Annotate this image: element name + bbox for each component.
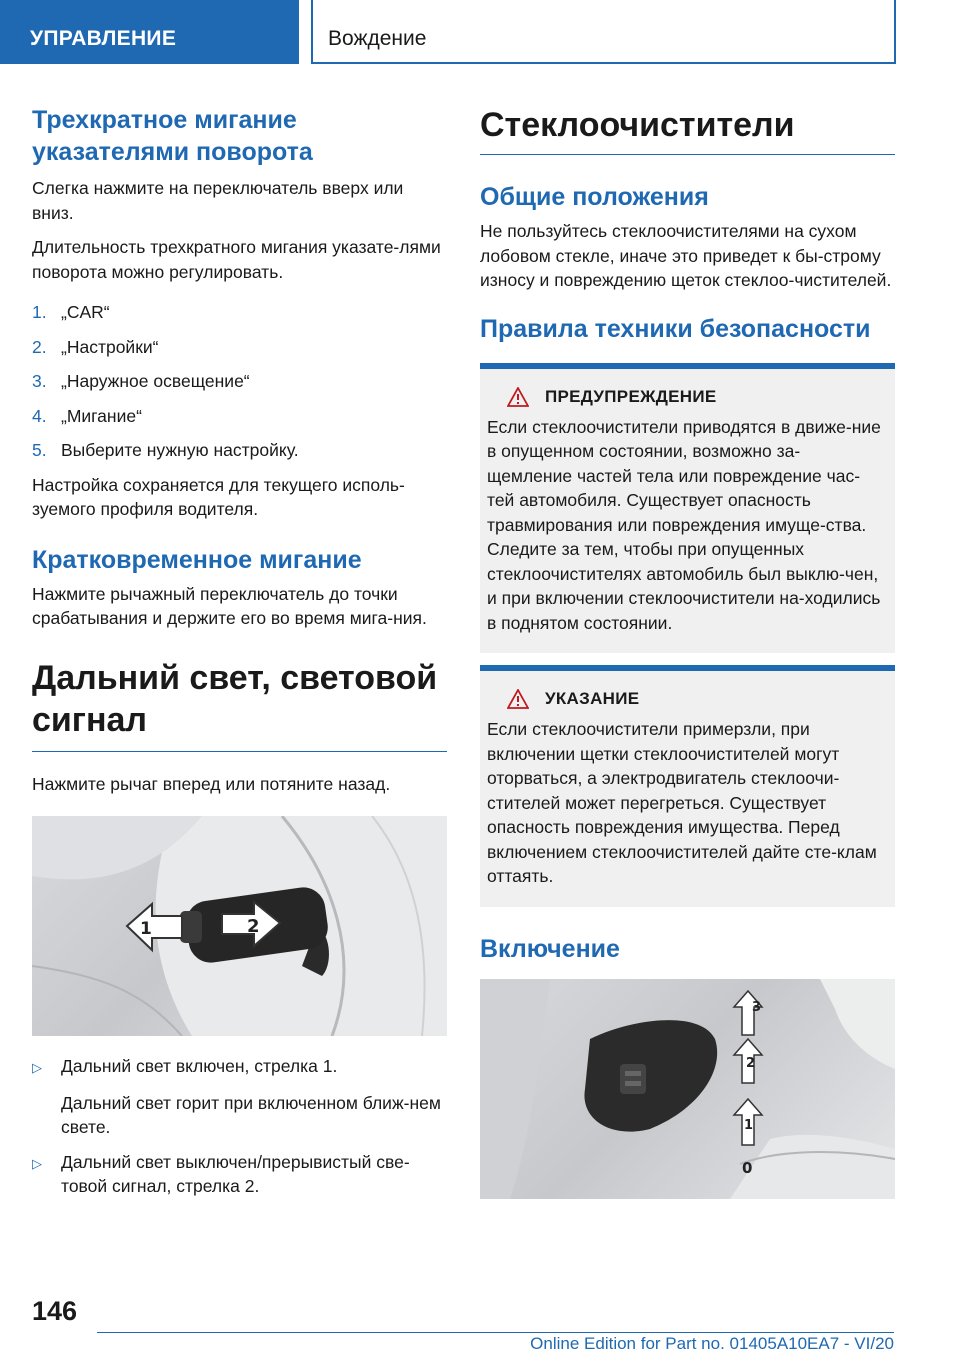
note-callout (480, 665, 895, 907)
triple-blink-heading: Трехкратное мигание указателями поворота (32, 106, 313, 166)
position-label-2: 2 (746, 1055, 756, 1071)
list-item (32, 438, 447, 463)
beam-bullets (32, 1054, 447, 1199)
wipers-heading: Стеклоочистители (480, 106, 795, 144)
footer-divider (97, 1332, 894, 1333)
wipers-heading-block (480, 104, 895, 155)
chapter-tab (311, 0, 896, 64)
list-item (32, 369, 447, 394)
step-text: Выберите нужную настройку. (61, 440, 299, 460)
high-beam-illustration (32, 816, 447, 1036)
list-item (32, 1054, 447, 1081)
switch-on-heading: Включение (480, 934, 620, 963)
wiper-figure (480, 979, 895, 1199)
warning-triangle-icon (507, 387, 529, 407)
position-label-0: 0 (742, 1158, 753, 1177)
position-label-3: 3 (752, 999, 762, 1015)
general-text: Не пользуйтесь стеклоочистителями на сухом лобовом стекле, иначе это приведет к бы-строму износу и повреждению щеток стеклоо-чистителей. (480, 221, 892, 290)
short-blink-heading: Кратковременное мигание (32, 545, 362, 574)
list-item (32, 404, 447, 429)
steps-list (32, 300, 447, 463)
warning-text: Если стеклоочистители приводятся в движе-ние в опущенном состоянии, возможно за-щемление частей тела или повреждение час-тей автомобиля. Существует опасность травмирования или повреждения имуще-ства. Следите за тем, чтобы при опущенных стеклоочистителях автомобиль был выклю-чен, и при включении стеклоочистители на-ходились в поднятом состоянии. (487, 416, 881, 633)
short-blink-text: Нажмите рычажный переключатель до точки срабатывания и держите его во время мига-ния. (32, 583, 427, 628)
note-title: УКАЗАНИЕ (545, 689, 640, 708)
step-text: „CAR“ (61, 302, 110, 322)
wiper-lever-illustration (480, 979, 895, 1199)
triangle-bullet-icon: ▷ (32, 1155, 42, 1171)
step-number: 4. (32, 405, 47, 426)
arrow-label-1: 1 (140, 919, 152, 939)
position-label-1: 1 (744, 1117, 754, 1133)
step-number: 5. (32, 440, 47, 460)
list-item (32, 1150, 447, 1199)
warning-callout (480, 363, 895, 654)
section-title: УПРАВЛЕНИЕ (30, 27, 177, 50)
warning-title: ПРЕДУПРЕЖДЕНИЕ (545, 386, 717, 406)
bullet-text: Дальний свет включен, стрелка 1. (61, 1056, 338, 1076)
edition-label: Online Edition for Part no. 01405A10EA7 - VI/20 (530, 1334, 894, 1353)
chapter-title: Вождение (328, 27, 427, 50)
step-text: „Настройки“ (61, 336, 159, 357)
safety-heading: Правила техники безопасности (480, 314, 871, 343)
bullet-subtext: Дальний свет горит при включенном ближ-нем свете. (61, 1092, 441, 1137)
triple-blink-text-1: Слегка нажмите на переключатель вверх или вниз. (32, 178, 404, 223)
triple-blink-text-2: Длительность трехкратного мигания указате-лями поворота можно регулировать. (32, 237, 441, 282)
caution-triangle-icon (507, 689, 529, 709)
step-text: „Мигание“ (61, 405, 142, 426)
general-heading: Общие положения (480, 183, 709, 211)
beam-heading-block (32, 657, 447, 752)
left-column (32, 104, 447, 1209)
bullet-text: Дальний свет выключен/прерывистый све-товой сигнал, стрелка 2. (61, 1151, 410, 1196)
list-item (32, 300, 447, 325)
step-number: 2. (32, 336, 47, 357)
step-number: 3. (32, 371, 47, 391)
high-beam-figure (32, 816, 447, 1036)
page-number: 146 (32, 1296, 78, 1326)
step-text: „Наружное освещение“ (61, 371, 250, 391)
step-number: 1. (32, 302, 47, 322)
list-item (32, 335, 447, 360)
section-tab (0, 0, 299, 64)
triangle-bullet-icon: ▷ (32, 1060, 42, 1075)
note-text: Если стеклоочистители примерзли, при включении щетки стеклоочистителей могут оторваться, а электродвигатель стеклоочи-стителей может перегреться. Существует опасность повреждения имущества. Перед включением стеклоочистителей дайте сте-клам оттаять. (487, 719, 877, 886)
arrow-label-2: 2 (247, 916, 260, 937)
right-column (480, 104, 895, 1199)
beam-heading: Дальний свет, световой сигнал (32, 658, 438, 739)
beam-text: Нажмите рычаг вперед или потяните назад. (32, 773, 391, 794)
triple-blink-text-3: Настройка сохраняется для текущего исполь-зуемого профиля водителя. (32, 474, 405, 519)
